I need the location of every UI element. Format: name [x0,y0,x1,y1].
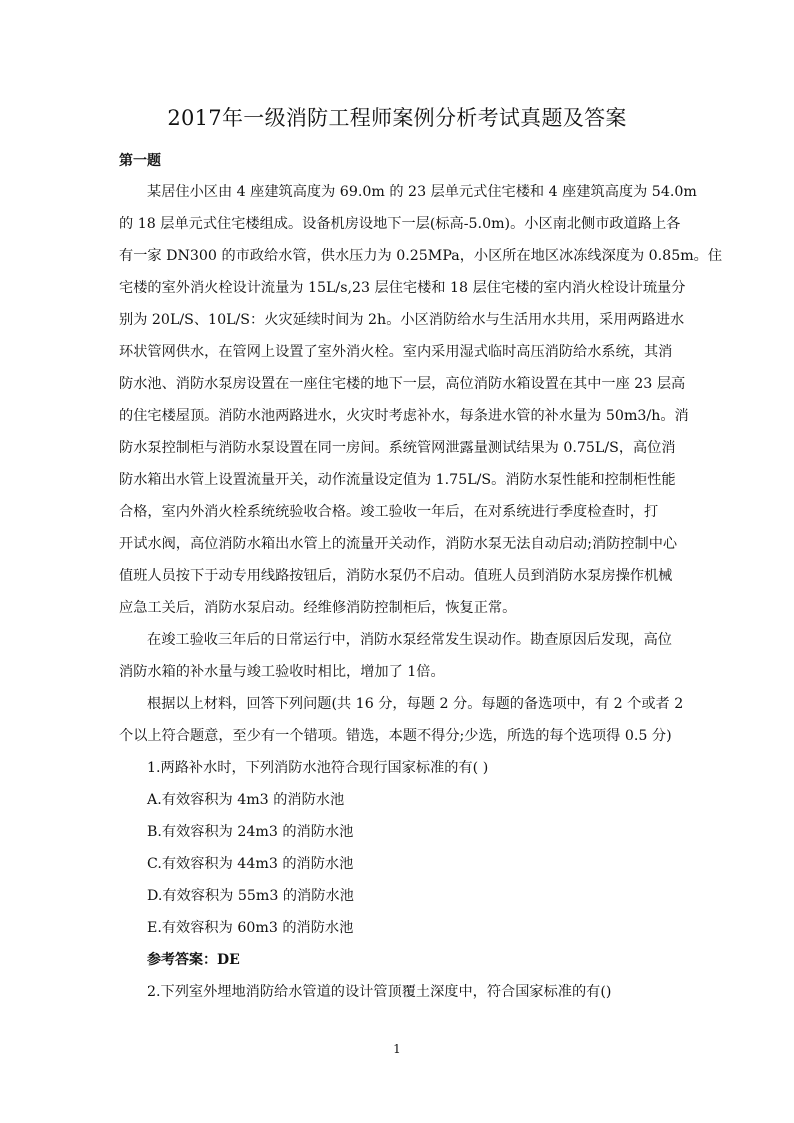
paragraph-line: 开试水阀，高位消防水箱出水管上的流量开关动作，消防水泵无法自动启动;消防控制中心 [119,536,678,552]
document-title: 2017年一级消防工程师案例分析考试真题及答案 [167,106,627,130]
question-text: 2.下列室外埋地消防给水管道的设计管顶覆土深度中，符合国家标准的有() [147,984,612,1000]
question-text: 1.两路补水时，下列消防水池符合现行国家标准的有( ) [147,760,489,776]
answer-option: A.有效容积为 4m3 的消防水池 [147,792,345,808]
answer-option: C.有效容积为 44m3 的消防水池 [147,856,354,872]
paragraph-line: 应急工关后，消防水泵启动。经维修消防控制柜后，恢复正常。 [119,600,517,616]
answer-option: D.有效容积为 55m3 的消防水池 [147,888,354,904]
paragraph-line: 合格，室内外消火栓系统统验收合格。竣工验收一年后，在对系统进行季度检查时，打 [119,504,659,520]
paragraph-line: 的 18 层单元式住宅楼组成。设备机房设地下一层(标高-5.0m)。小区南北侧市政道路上各 [119,216,681,232]
paragraph-line: 宅楼的室外消火栓设计流量为 15L/s,23 层住宅楼和 18 层住宅楼的室内消火栓设计琉量分 [119,280,686,296]
paragraph-line: 个以上符合题意，至少有一个错项。错选，本题不得分;少选，所选的每个选项得 0.5 分) [119,728,672,744]
page-number: 1 [393,1042,401,1056]
answer-option: B.有效容积为 24m3 的消防水池 [147,824,354,840]
paragraph-line: 的住宅楼屋顶。消防水池两路进水，火灾时考虑补水，每条进水管的补水量为 50m3/h。消 [119,408,689,424]
paragraph-line: 防水池、消防水泵房设置在一座住宅楼的地下一层，高位消防水箱设置在其中一座 23 层高 [119,376,686,392]
paragraph-line: 别为 20L/S、10L/S：火灾延续时间为 2h。小区消防给水与生活用水共用，采用两路进水 [119,312,685,328]
paragraph-line: 根据以上材料，回答下列问题(共 16 分，每题 2 分。每题的备选项中，有 2 个或者 2 [147,696,684,712]
paragraph-line: 防水泵控制柜与消防水泵设置在同一房间。系统管网泄露量测试结果为 0.75L/S，高位消 [119,440,676,456]
paragraph-line: 值班人员按下于动专用线路按钮后，消防水泵仍不启动。值班人员到消防水泵房操作机械 [119,568,673,584]
paragraph-line: 有一家 DN300 的市政给水管，供水压力为 0.25MPa，小区所在地区冰冻线深度为 0.85m。住 [119,248,723,264]
paragraph-line: 消防水箱的补水量与竣工验收时相比，增加了 1倍。 [119,664,445,680]
section-heading: 第一题 [119,153,161,169]
answer-option: E.有效容积为 60m3 的消防水池 [147,920,354,936]
paragraph-line: 环状管网供水，在管网上设置了室外消火栓。室内采用湿式临时高压消防给水系统，其消 [119,344,673,360]
paragraph-line: 防水箱出水管上设置流量开关，动作流量设定值为 1.75L/S。消防水泵性能和控制柜性能 [119,472,676,488]
reference-answer: 参考答案：DE [147,952,240,968]
paragraph-line: 在竣工验收三年后的日常运行中，消防水泵经常发生误动作。勘查原因后发现，高位 [147,632,672,648]
paragraph-line: 某居住小区由 4 座建筑高度为 69.0m 的 23 层单元式住宅楼和 4 座建筑高度为 54.0m [147,184,697,200]
